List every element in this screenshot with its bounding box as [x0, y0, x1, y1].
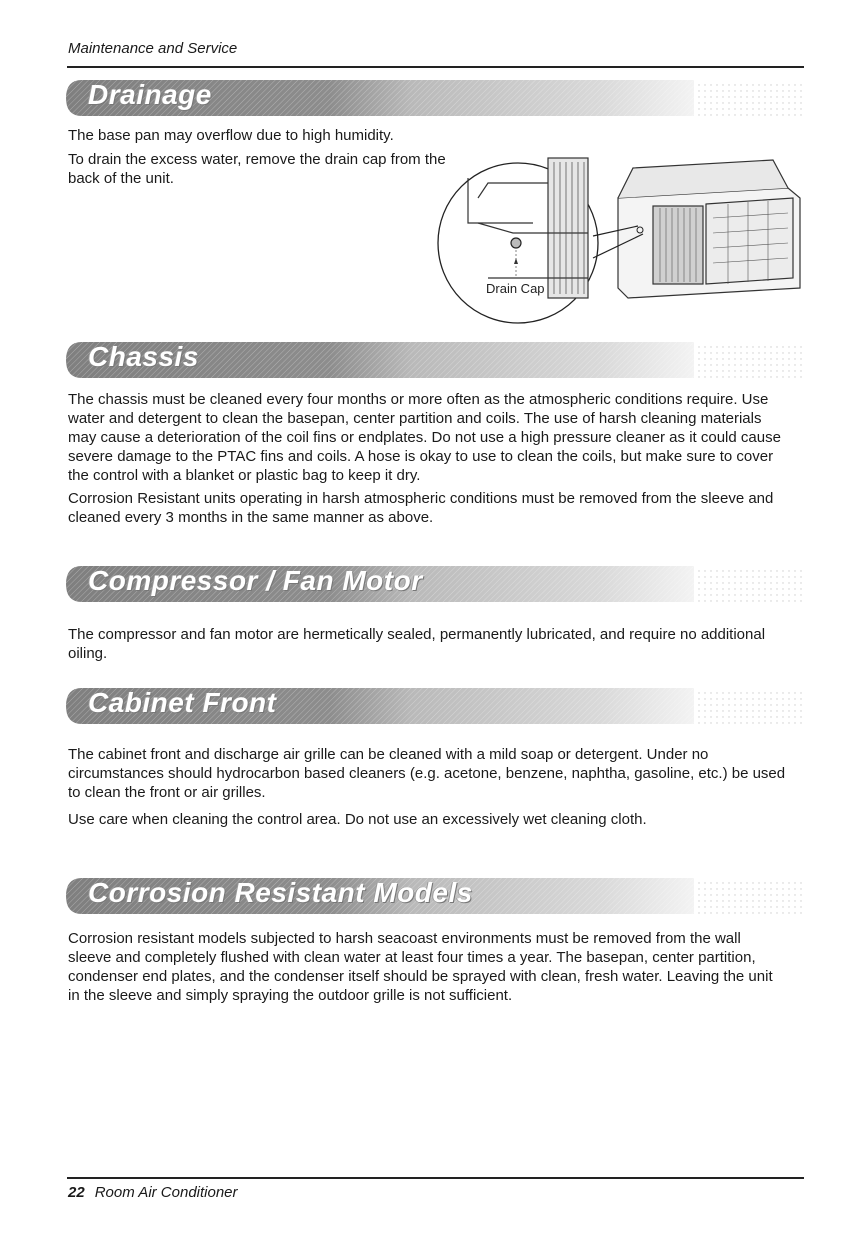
section-title: Cabinet Front: [88, 687, 277, 718]
paragraph: The cabinet front and discharge air grille can be cleaned with a mild soap or detergent. Under no circumstances should hydrocarbon based cleaners (e.g. acetone, benzene, naphtha, gasoline, etc.) be used to clean the front or air grilles.: [68, 746, 786, 801]
page-footer: [68, 1184, 238, 1201]
section-title: Drainage: [88, 79, 212, 110]
drain-cap-part: [511, 238, 521, 248]
drain-cap-illustration: [428, 138, 806, 338]
section-banner-cabinet-front: [62, 686, 802, 726]
paragraph: Corrosion Resistant units operating in harsh atmospheric conditions must be removed from the sleeve and cleaned every 3 months in the same manner as above.: [68, 490, 774, 526]
section-banner-drainage: [62, 78, 802, 118]
footer-rule: [67, 1177, 804, 1179]
paragraph: The chassis must be cleaned every four months or more often as the atmospheric conditions require. Use water and detergent to clean the basepan, center partition and coils. The use of harsh cleaning materials may cause a deterioration of the coil fins or endplates. Do not use a high pressure cleaner as it could cause severe damage to the PTAC fins and coils. A hose is okay to use to clean the coils, but make sure to cover the control with a blanket or plastic bag to keep it dry.: [68, 391, 781, 484]
section-banner-chassis: [62, 340, 802, 380]
section-banner-compressor: [62, 564, 802, 604]
drain-cap-label: Drain Cap: [486, 281, 545, 296]
book-title: Room Air Conditioner: [94, 1184, 238, 1201]
paragraph: To drain the excess water, remove the drain cap from the back of the unit.: [68, 151, 446, 187]
section-title: Compressor / Fan Motor: [88, 565, 423, 596]
section-title: Corrosion Resistant Models: [88, 877, 473, 908]
header-rule: [67, 66, 804, 68]
paragraph: Corrosion resistant models subjected to harsh seacoast environments must be removed from the wall sleeve and completely flushed with clean water at least four times a year. The basepan, center partition, condenser end plates, and the condenser itself should be sprayed with clean, fresh water. Leaving the unit in the sleeve and simply spraying the outdoor grille is not sufficient.: [68, 930, 773, 1004]
paragraph: The compressor and fan motor are hermetically sealed, permanently lubricated, and require no additional oiling.: [68, 626, 766, 662]
section-banner-corrosion-resistant: [62, 876, 802, 916]
section-title: Chassis: [88, 341, 199, 372]
paragraph: Use care when cleaning the control area. Do not use an excessively wet cleaning cloth.: [68, 811, 647, 828]
page-number: 22: [68, 1184, 85, 1201]
running-header: Maintenance and Service: [68, 40, 238, 57]
paragraph: The base pan may overflow due to high humidity.: [68, 127, 394, 144]
